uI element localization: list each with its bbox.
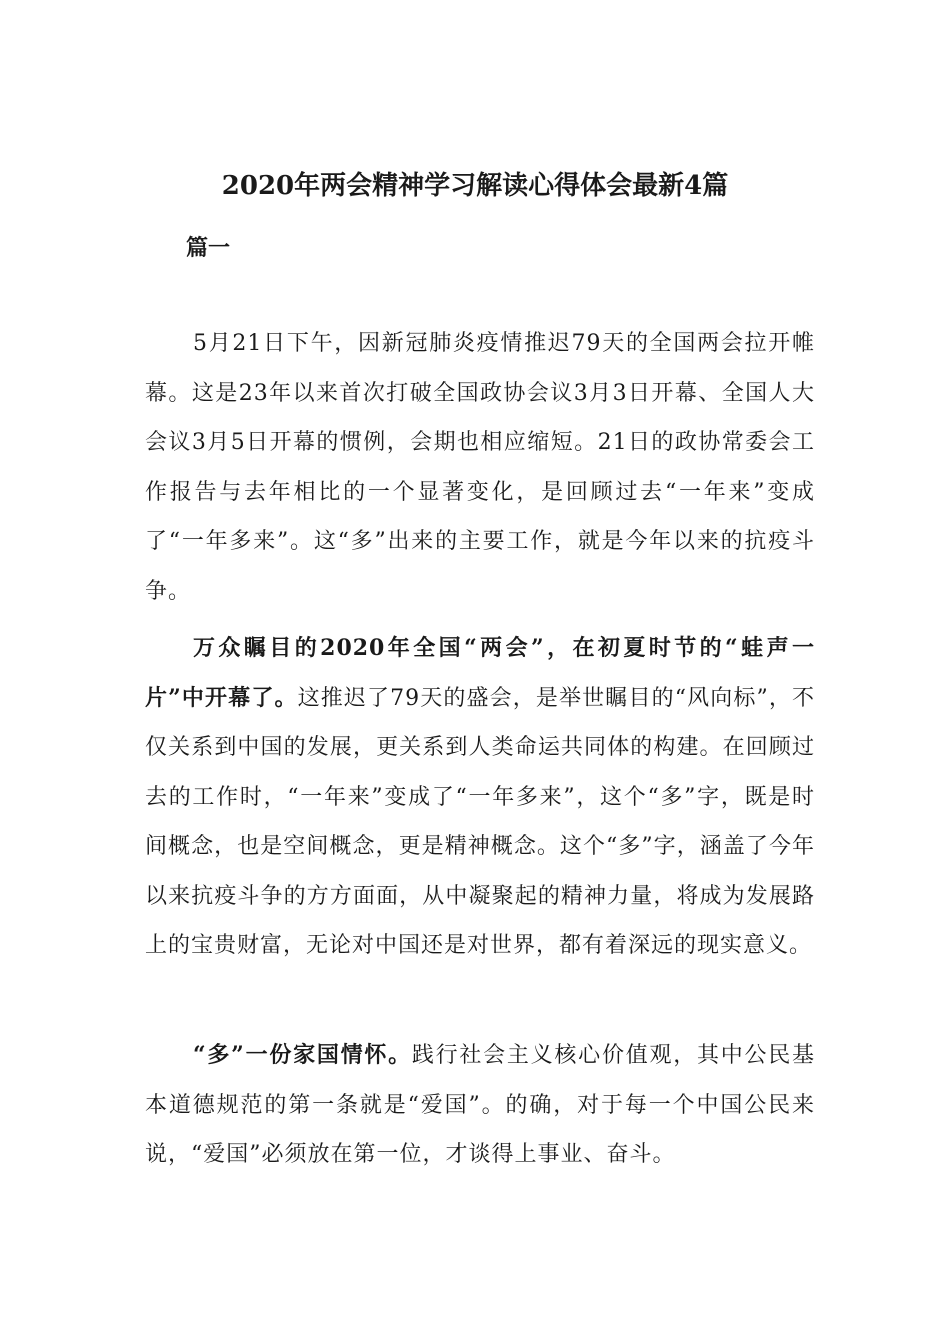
section-heading: 篇一	[186, 235, 231, 261]
paragraph-3-lead: “多”一份家国情怀。	[193, 1042, 412, 1068]
paragraph-1-text: 5月21日下午，因新冠肺炎疫情推迟79天的全国两会拉开帷幕。这是23年以来首次打破全国政协会议3月3日开幕、全国人大会议3月5日开幕的惯例，会期也相应缩短。21日的政协常委会工作报告与去年相比的一个显著变化，是回顾过去“一年来”变成了“一年多来”。这“多”出来的主要工作，就是今年以来的抗疫斗争。	[145, 331, 815, 604]
paragraph-2	[145, 624, 815, 971]
document-title: 2020年两会精神学习解读心得体会最新4篇	[221, 171, 729, 201]
paragraph-3-text: 践行社会主义核心价值观，其中公民基本道德规范的第一条就是“爱国”。的确，对于每一个中国公民来说，“爱国”必须放在第一位，才谈得上事业、奋斗。	[145, 1043, 815, 1167]
paragraph-2-text: 这推迟了79天的盛会，是举世瞩目的“风向标”，不仅关系到中国的发展，更关系到人类命运共同体的构建。在回顾过去的工作时，“一年来”变成了“一年多来”，这个“多”字，既是时间概念，也是空间概念，更是精神概念。这个“多”字，涵盖了今年以来抗疫斗争的方方面面，从中凝聚起的精神力量，将成为发展路上的宝贵财富，无论对中国还是对世界，都有着深远的现实意义。	[145, 685, 815, 958]
paragraph-3	[145, 1031, 815, 1180]
paragraph-2-lead: 万众瞩目的2020年全国“两会”，在初夏时节的“蛙声一片”中开幕了。	[145, 635, 815, 711]
paragraph-1	[145, 319, 815, 616]
